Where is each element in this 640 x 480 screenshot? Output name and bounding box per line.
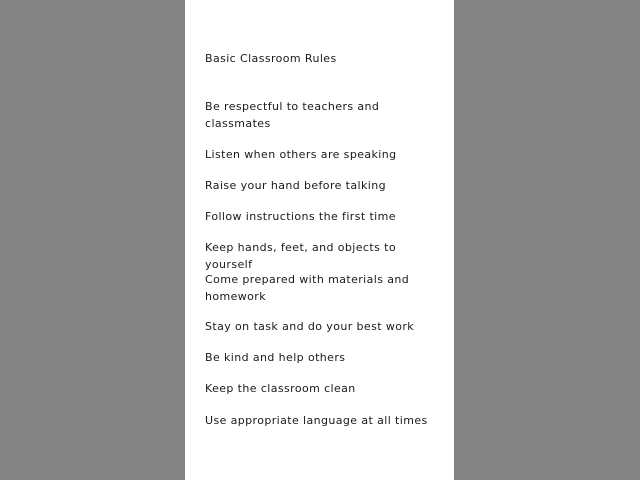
document-title: Basic Classroom Rules — [205, 52, 337, 65]
rule-item: Raise your hand before talking — [205, 179, 386, 192]
rule-item: Keep the classroom clean — [205, 382, 356, 395]
rule-item: Be kind and help others — [205, 351, 346, 364]
rule-item: Stay on task and do your best work — [205, 320, 415, 333]
rule-item: Use appropriate language at all times — [205, 414, 428, 427]
rule-item: Follow instructions the first time — [205, 210, 396, 223]
rule-item: Be respectful to teachers and classmates — [205, 100, 380, 130]
rule-item: Listen when others are speaking — [205, 148, 397, 161]
rule-item: Keep hands, feet, and objects to yourself — [205, 241, 396, 271]
rule-item: Come prepared with materials and homework — [205, 273, 410, 303]
document-page — [185, 0, 454, 480]
